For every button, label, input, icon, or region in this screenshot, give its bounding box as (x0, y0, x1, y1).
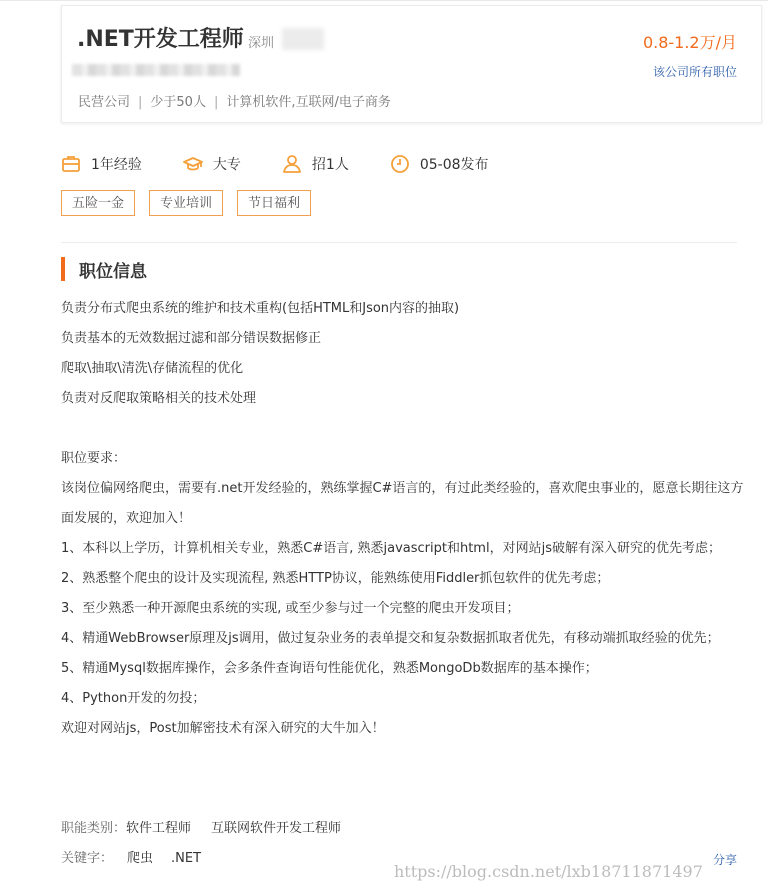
briefcase-icon (61, 154, 81, 174)
requirement-line: 4、精通WebBrowser原理及js调用，做过复杂业务的表单提交和复杂数据抓取者优先，有移动端抓取经验的优先； (61, 631, 720, 646)
keyword-link[interactable]: .NET (171, 851, 202, 866)
job-title: .NET开发工程师 (77, 27, 244, 52)
category-link[interactable]: 互联网软件开发工程师 (211, 821, 342, 836)
requirement-line: 4、Python开发的勿投； (61, 691, 206, 706)
duty-line: 负责对反爬取策略相关的技术处理 (61, 391, 257, 406)
job-category (61, 814, 341, 844)
duty-line: 负责分布式爬虫系统的维护和技术重构(包括HTML和Json内容的抽取) (61, 301, 460, 316)
requirement-line: 该岗位偏网络爬虫，需要有.net开发经验的，熟练掌握C#语言的，有过此类经验的，喜欢爬虫事业的，愿意长期往这方面发展的，欢迎加入！ (61, 481, 744, 526)
feature-headcount (282, 154, 349, 174)
category-label: 职能类别： (61, 821, 127, 836)
feature-text: 05-08发布 (419, 157, 489, 173)
job-info-heading (61, 257, 147, 281)
paragraph-gap (61, 414, 751, 444)
salary: 0.8-1.2万/月 (642, 33, 737, 52)
keywords-label: 关键字： (61, 851, 114, 866)
top-divider (0, 0, 768, 1)
company-size: 少于50人 (150, 95, 206, 110)
redacted-district (282, 28, 324, 50)
meta-separator: | (213, 95, 219, 110)
feature-text: 1年经验 (91, 157, 142, 173)
company-industry: 计算机软件,互联网/电子商务 (226, 95, 391, 110)
job-city: 深圳 (248, 36, 275, 51)
redacted-company-name (72, 64, 240, 76)
meta-separator: | (138, 95, 143, 110)
requirement-line: 2、熟悉整个爬虫的设计及实现流程, 熟悉HTTP协议，能熟练使用Fiddler抓包软件的优先考虑； (61, 571, 610, 586)
job-description (61, 294, 751, 744)
feature-education (183, 154, 241, 174)
company-meta (78, 91, 391, 110)
heading-accent-bar (61, 257, 65, 281)
section-title: 职位信息 (79, 261, 147, 282)
requirements-heading: 职位要求： (61, 451, 127, 466)
job-keywords (61, 844, 219, 874)
welfare-tag: 五险一金 (61, 190, 135, 216)
requirement-line: 欢迎对网站js，Post加解密技术有深入研究的大牛加入！ (61, 721, 385, 736)
requirement-line: 1、本科以上学历，计算机相关专业，熟悉C#语言, 熟悉javascript和html，对网站js破解有深入研究的优先考虑； (61, 541, 721, 556)
category-link[interactable]: 软件工程师 (126, 821, 192, 836)
company-all-jobs-link[interactable]: 该公司所有职位 (652, 65, 737, 79)
duty-line: 爬取\抽取\清洗\存储流程的优化 (61, 361, 244, 376)
share-link[interactable]: 分享 (713, 853, 738, 867)
feature-experience (61, 154, 142, 174)
clock-icon (390, 154, 410, 174)
requirement-line: 3、至少熟悉一种开源爬虫系统的实现, 或至少参与过一个完整的爬虫开发项目； (61, 601, 520, 616)
graduation-cap-icon (183, 154, 203, 174)
keyword-link[interactable]: 爬虫 (127, 851, 154, 866)
job-features (61, 152, 530, 176)
welfare-tag: 节日福利 (237, 190, 311, 216)
company-type: 民营公司 (78, 95, 131, 110)
requirement-line: 5、精通Mysql数据库操作，会多条件查询语句性能优化，熟悉MongoDb数据库的基本操作； (61, 661, 598, 676)
feature-text: 大专 (212, 157, 241, 173)
feature-publish-date (390, 154, 489, 174)
feature-text: 招1人 (311, 157, 349, 173)
person-icon (282, 154, 302, 174)
job-header-card (61, 5, 762, 123)
welfare-tags (61, 190, 325, 216)
section-divider (61, 242, 737, 243)
watermark: https://blog.csdn.net/lxb18711871497 (394, 862, 703, 881)
duty-line: 负责基本的无效数据过滤和部分错误数据修正 (61, 331, 322, 346)
welfare-tag: 专业培训 (149, 190, 223, 216)
